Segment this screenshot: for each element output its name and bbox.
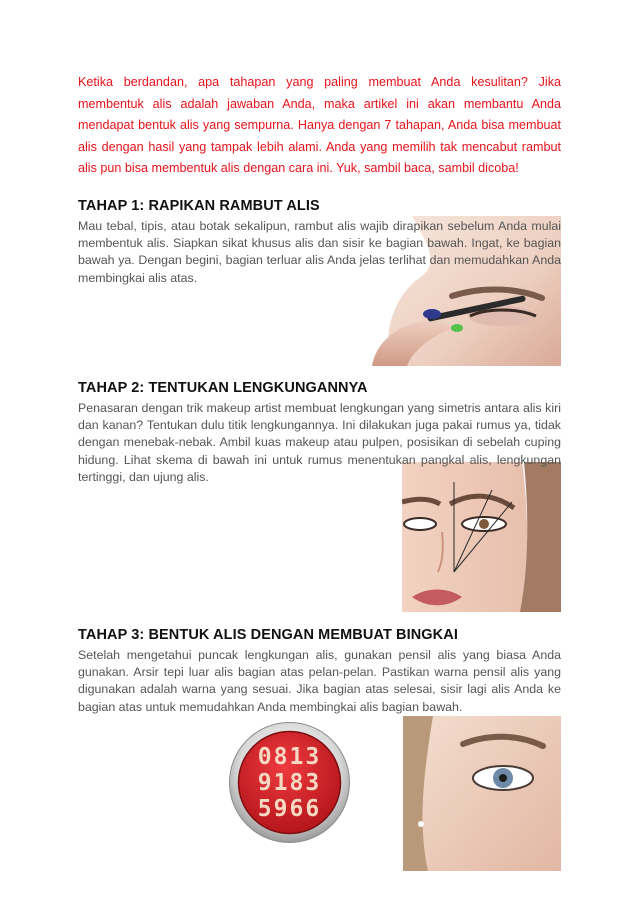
section-3-heading: TAHAP 3: BENTUK ALIS DENGAN MEMBUAT BINGKAI xyxy=(78,627,458,643)
phone-line-3: 5966 xyxy=(257,795,322,822)
eyebrow-framing-photo xyxy=(403,716,561,871)
phone-line-1: 0813 xyxy=(257,743,322,770)
section-1-body: Mau tebal, tipis, atau botak sekalipun, rambut alis wajib dirapikan sebelum Anda mulai membentuk alis. Siapkan sikat khusus alis dan sisir ke bagian bawah. Ingat, ke bagian bawah ya. Dengan begini, bagian terluar alis Anda jelas terlihat dan memudahkan Anda membingkai alis atas. xyxy=(78,219,561,285)
section-3-body: Setelah mengetahui puncak lengkungan alis, gunakan pensil alis yang biasa Anda gunakan. Arsir tepi luar alis bagian atas pelan-pelan. Pastikan warna pensil alis yang digunakan adalah warna yang sesuai. Jika bagian atas selesai, sisir lagi alis Anda ke bagian atas untuk memudahkan Anda membingkai alis bagian bawah. xyxy=(78,648,561,714)
phone-number-badge xyxy=(228,720,351,845)
intro-paragraph: Ketika berdandan, apa tahapan yang paling membuat Anda kesulitan? Jika membentuk alis adalah jawaban Anda, maka artikel ini akan membantu Anda mendapat bentuk alis yang sempurna. Hanya dengan 7 tahapan, Anda bisa membuat alis dengan hasil yang tampak lebih alami. Anda yang memilih tak mencabut rambut alis pun bisa membentuk alis dengan cara ini. Yuk, sambil baca, sambil dicoba! xyxy=(78,75,561,175)
section-1-heading: TAHAP 1: RAPIKAN RAMBUT ALIS xyxy=(78,198,320,214)
phone-line-2: 9183 xyxy=(257,769,322,796)
section-2-heading: TAHAP 2: TENTUKAN LENGKUNGANNYA xyxy=(78,380,368,396)
phone-number-text xyxy=(228,720,351,845)
section-2-body: Penasaran dengan trik makeup artist membuat lengkungan yang simetris antara alis kiri dan kanan? Tentukan dulu titik lengkungannya. Ini dilakukan juga pakai rumus ya, tidak dengan menebak-nebak. Ambil kuas makeup atau pulpen, posisikan di sebelah cuping hidung. Lihat skema di bawah ini untuk rumus menentukan pangkal alis, lengkungan tertinggi, dan ujung alis. xyxy=(78,401,561,484)
